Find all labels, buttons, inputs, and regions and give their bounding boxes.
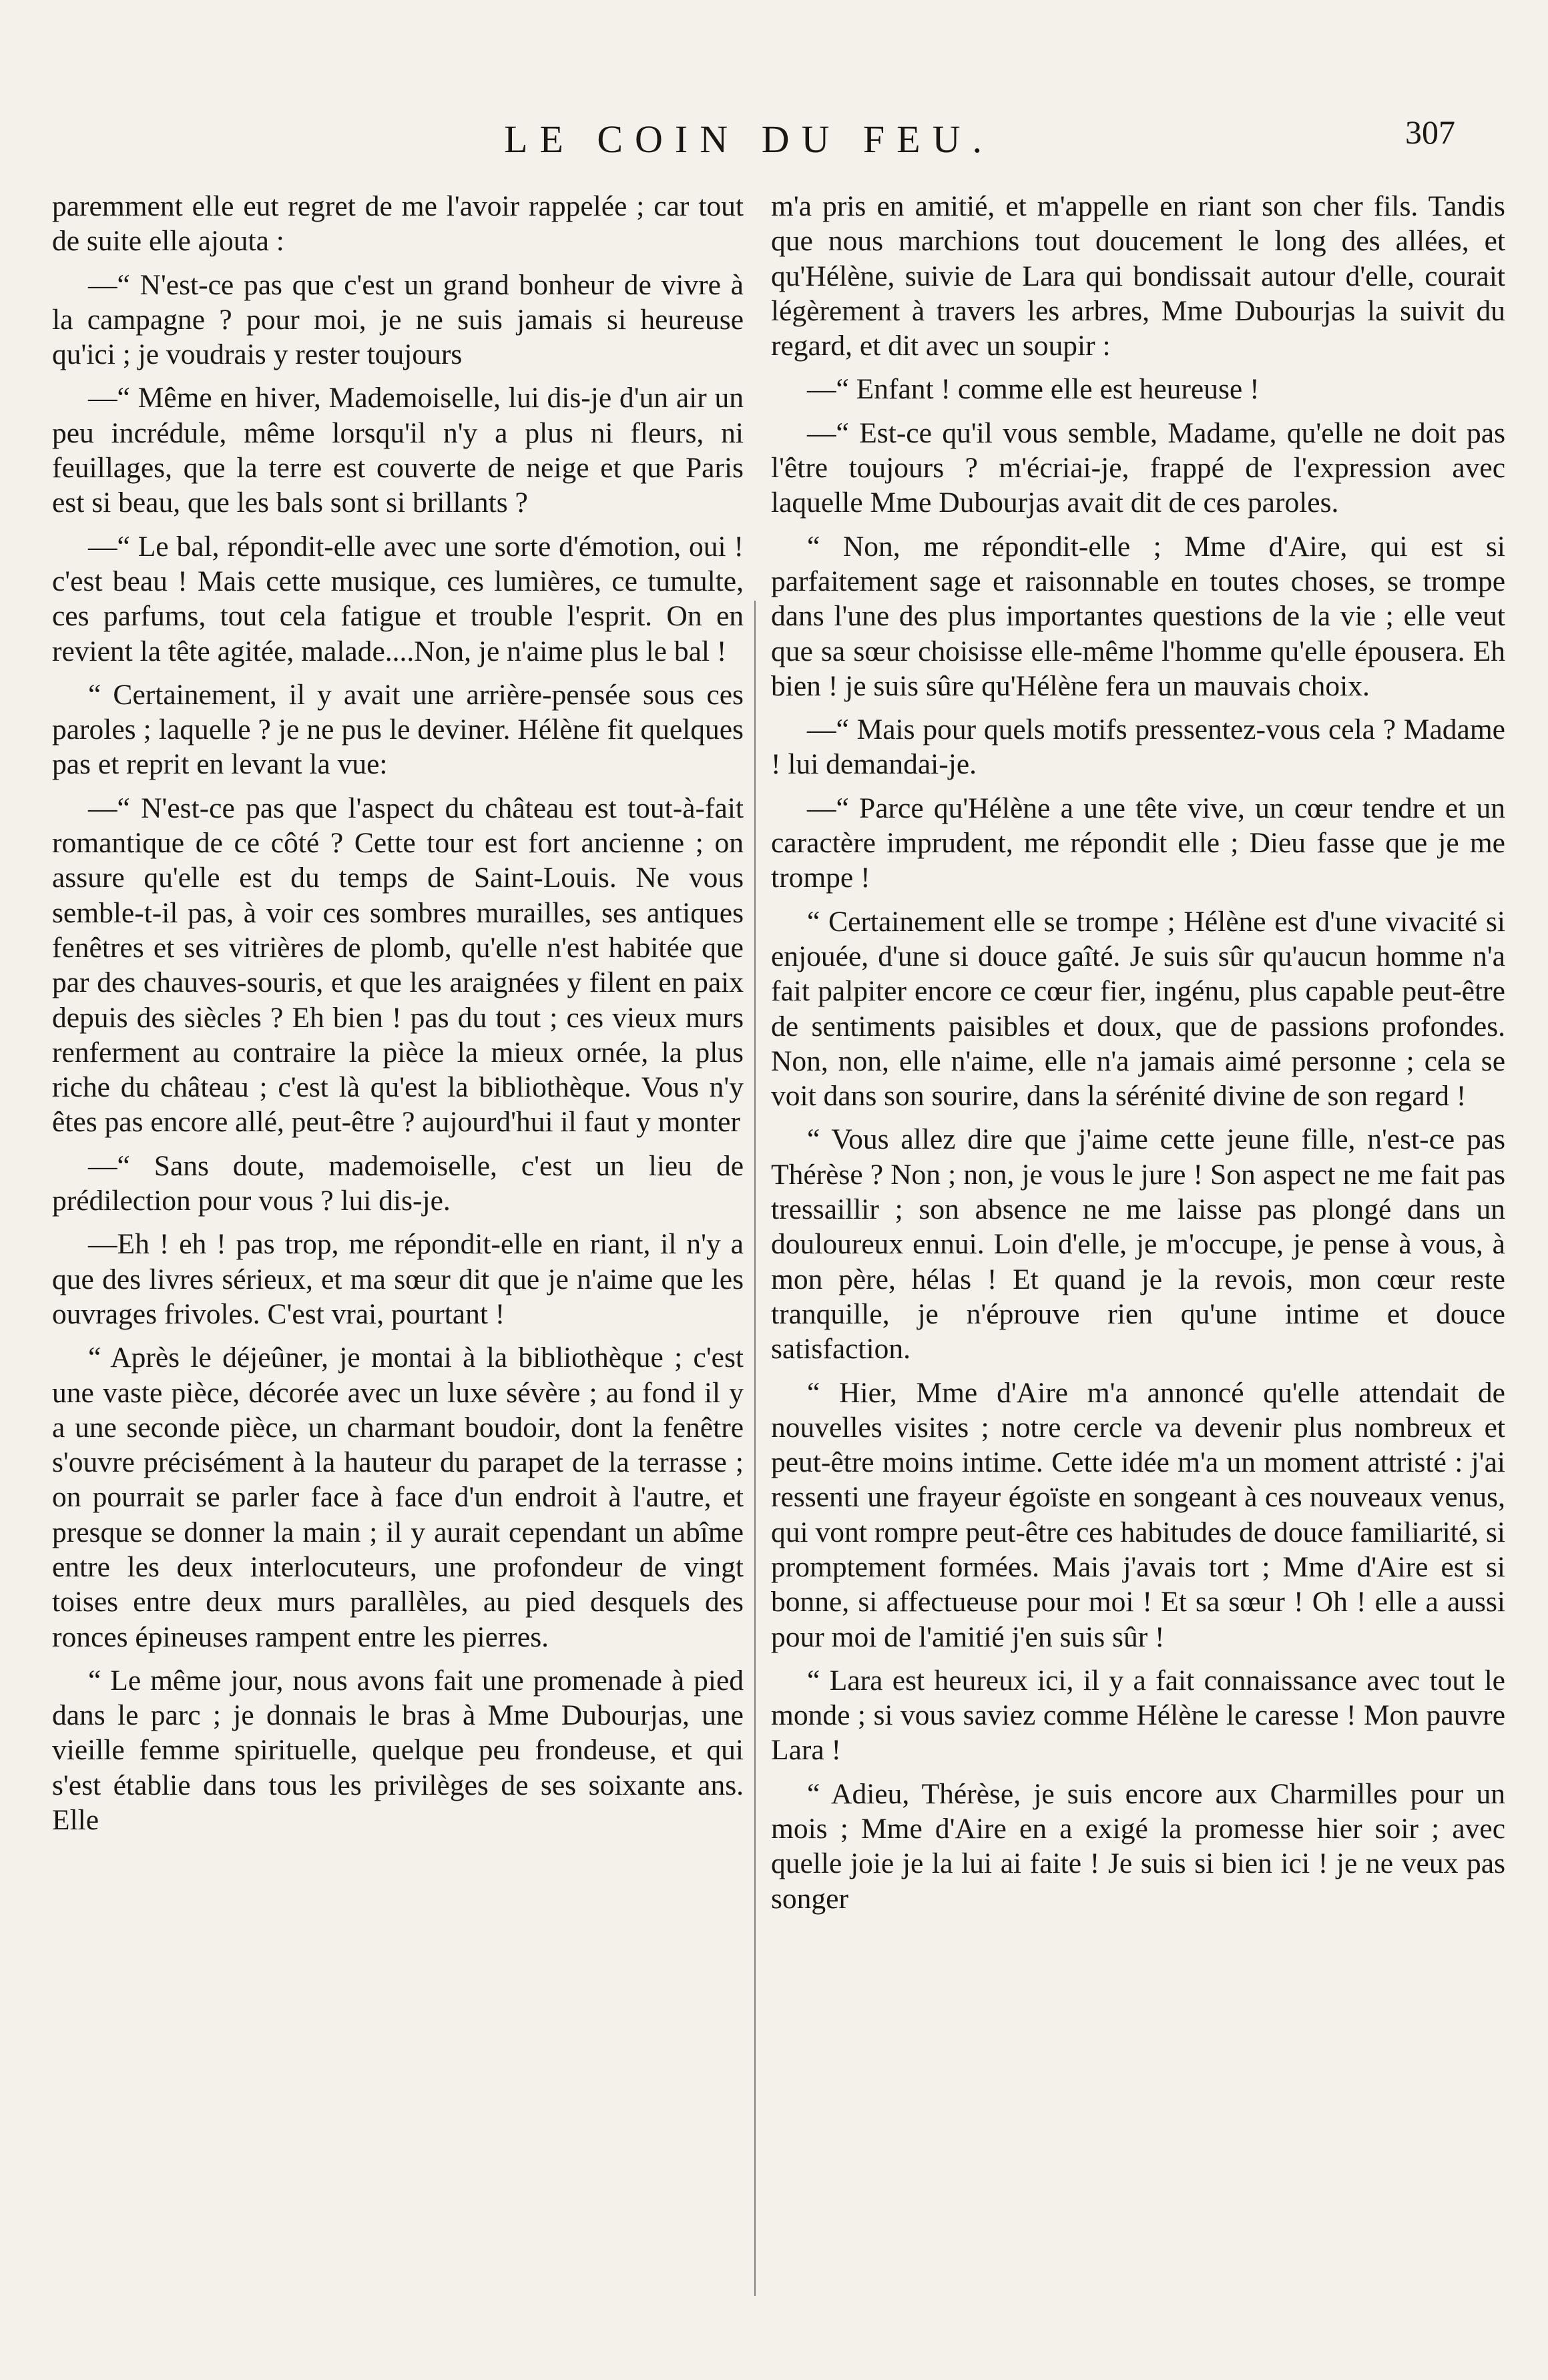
paragraph: —“ Même en hiver, Mademoiselle, lui dis-je d'un air un peu incrédule, même lorsqu'il n'y a plus ni fleurs, ni feuillages, que la terre est couverte de neige et que Paris est si beau, que les bals sont si brillants ? [52,382,744,519]
paragraph: “ Vous allez dire que j'aime cette jeune fille, n'est-ce pas Thérèse ? Non ; non, je vous le jure ! Son aspect ne me fait pas tressaillir ; son absence ne me laisse pas plongé dans un douloureux ennui. Loin d'elle, je m'occupe, je pense à vous, à mon père, hélas ! Et quand je la revois, mon cœur reste tranquille, je n'éprouve rien qu'une intime et douce satisfaction. [771,1123,1505,1366]
paragraph: “ Hier, Mme d'Aire m'a annoncé qu'elle attendait de nouvelles visites ; notre cercle va devenir plus nombreux et peut-être moins intime. Cette idée m'a un moment attristé : j'ai ressenti une frayeur égoïste en songeant à ces nouveaux venus, qui vont rompre peut-être ces habitudes de douce familiarité, si promptement formées. Mais j'avais tort ; Mme d'Aire est si bonne, si affectueuse pour moi ! Et sa sœur ! Oh ! elle a aussi pour moi de l'amitié j'en suis sûr ! [771,1376,1505,1653]
page-number: 307 [1405,113,1455,151]
page-header [0,113,1548,177]
paragraph: “ Le même jour, nous avons fait une promenade à pied dans le parc ; je donnais le bras à Mme Dubourjas, une vieille femme spirituelle, quelque peu frondeuse, et qui s'est établie dans tous les privilèges de ses soixante ans. Elle [52,1664,744,1837]
left-column [52,189,744,1837]
paragraph: paremment elle eut regret de me l'avoir rappelée ; car tout de suite elle ajouta : [52,190,744,258]
paragraph: —“ Sans doute, mademoiselle, c'est un lieu de prédilection pour vous ? lui dis-je. [52,1149,744,1217]
paragraph: —“ Est-ce qu'il vous semble, Madame, qu'elle ne doit pas l'être toujours ? m'écriai-je, frappé de l'expression avec laquelle Mme Dubourjas avait dit de ces paroles. [771,416,1505,519]
paragraph: m'a pris en amitié, et m'appelle en riant son cher fils. Tandis que nous marchions tout doucement le long des allées, et qu'Hélène, suivie de Lara qui bondissait autour d'elle, courait légèrement à travers les arbres, Mme Dubourjas la suivit du regard, et dit avec un soupir : [771,190,1505,362]
paragraph: “ Certainement elle se trompe ; Hélène est d'une vivacité si enjouée, d'une si douce gaîté. Je suis sûr qu'aucun homme n'a fait palpiter encore ce cœur fier, ingénu, plus capable peut-être de sentiments paisibles et doux, que de passions profondes. Non, non, elle n'aime, elle n'a jamais aimé personne ; cela se voit dans son sourire, dans la sérénité divine de son regard ! [771,905,1505,1113]
paragraph: —Eh ! eh ! pas trop, me répondit-elle en riant, il n'y a que des livres sérieux, et ma sœur dit que je n'aime que les ouvrages frivoles. C'est vrai, pourtant ! [52,1228,744,1330]
paragraph: “ Non, me répondit-elle ; Mme d'Aire, qui est si parfaitement sage et raisonnable en toutes choses, se trompe dans l'une des plus importantes questions de la vie ; elle veut que sa sœur choisisse elle-même l'homme qu'elle épousera. Eh bien ! je suis sûre qu'Hélène fera un mauvais choix. [771,530,1505,702]
column-divider [754,601,756,2296]
paragraph: “ Après le déjeûner, je montai à la bibliothèque ; c'est une vaste pièce, décorée avec un luxe sévère ; au fond il y a une seconde pièce, un charmant boudoir, dont la fenêtre s'ouvre précisément à la hauteur du parapet de la terrasse ; on pourrait se parler face à face d'un endroit à l'autre, et presque se donner la main ; il y aurait cependant un abîme entre les deux interlocuteurs, une profondeur de vingt toises entre deux murs parallèles, au pied desquels des ronces épineuses rampent entre les pierres. [52,1342,744,1653]
running-title: LE COIN DU FEU. [504,117,994,161]
paragraph: —“ Enfant ! comme elle est heureuse ! [807,373,1260,406]
paragraph: “ Adieu, Thérèse, je suis encore aux Charmilles pour un mois ; Mme d'Aire en a exigé la promesse hier soir ; avec quelle joie je la lui ai faite ! Je suis si bien ici ! je ne veux pas songer [771,1777,1505,1915]
right-column [771,189,1505,1916]
paragraph: “ Certainement, il y avait une arrière-pensée sous ces paroles ; laquelle ? je ne pus le deviner. Hélène fit quelques pas et reprit en levant la vue: [52,678,744,781]
paragraph: —“ Mais pour quels motifs pressentez-vous cela ? Madame ! lui demandai-je. [771,713,1505,781]
paragraph: —“ N'est-ce pas que c'est un grand bonheur de vivre à la campagne ? pour moi, je ne suis jamais si heureuse qu'ici ; je voudrais y rester toujours [52,268,744,371]
paragraph: “ Lara est heureux ici, il y a fait connaissance avec tout le monde ; si vous saviez comme Hélène le caresse ! Mon pauvre Lara ! [771,1664,1505,1767]
paragraph: —“ Le bal, répondit-elle avec une sorte d'émotion, oui ! c'est beau ! Mais cette musique, ces lumières, ce tumulte, ces parfums, tout cela fatigue et trouble l'esprit. On en revient la tête agitée, malade....Non, je n'aime plus le bal ! [52,530,744,667]
paragraph: —“ N'est-ce pas que l'aspect du château est tout-à-fait romantique de ce côté ? Cette tour est fort ancienne ; on assure qu'elle est du temps de Saint-Louis. Ne vous semble-t-il pas, à voir ces sombres murailles, ses antiques fenêtres et ses vitrières de plomb, qu'elle n'est habitée que par des chauves-souris, et que les araignées y filent en paix depuis des siècles ? Eh bien ! pas du tout ; ces vieux murs renferment au contraire la pièce la mieux ornée, la plus riche du château ; c'est là qu'est la bibliothèque. Vous n'y êtes pas encore allé, peut-être ? aujourd'hui il faut y monter [52,792,744,1139]
paragraph: —“ Parce qu'Hélène a une tête vive, un cœur tendre et un caractère imprudent, me répondit elle ; Dieu fasse que je me trompe ! [771,792,1505,894]
